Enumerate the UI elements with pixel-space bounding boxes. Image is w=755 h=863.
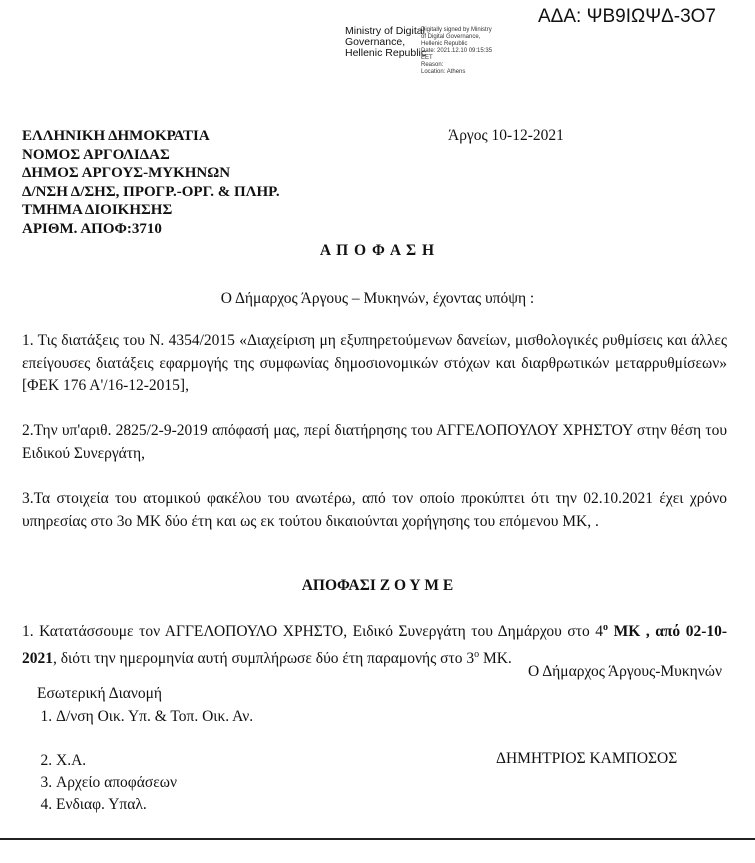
sig-detail: Date: 2021.12.10 09:15:35 <box>421 48 493 54</box>
decision-bold: ΜΚ , από 02-10-2021 <box>22 623 728 667</box>
document-title: Α Π Ο Φ Α Σ Η <box>319 242 436 259</box>
sig-detail: Location: Athens <box>421 69 466 75</box>
list-item: 3. Αρχείο αποφάσεων <box>56 772 253 794</box>
distribution-title: Εσωτερική Διανομή <box>37 685 163 702</box>
sig-line: Governance, <box>345 36 406 48</box>
list-item: 4. Ενδιαφ. Υπαλ. <box>56 794 253 816</box>
decide-title: ΑΠΟΦΑΣΙ Ζ Ο Υ Μ Ε <box>301 577 454 594</box>
header-line: ΔΗΜΟΣ ΑΡΓΟΥΣ-ΜΥΚΗΝΩΝ <box>22 165 231 181</box>
intro: Ο Δήμαρχος Άργους – Μυκηνών, έχοντας υπόψη : <box>220 290 535 307</box>
sig-detail: Hellenic Republic <box>421 41 468 47</box>
ada-code: ΑΔΑ: ΨΒ9ΙΩΨΔ-3Ο7 <box>538 6 716 27</box>
consideration-3: 3.Τα στοιχεία του ατομικού φακέλου του ανωτέρω, από τον οποίο προκύπτει ότι την 02.10.2021 έχει χρόνο υπηρεσίας στο 3ο ΜΚ δύο έτη και ως εκ τούτου δικαιούνται χορήγησης του επόμενου ΜΚ, . <box>22 490 727 530</box>
mayor-title: Ο Δήμαρχος Άργους-Μυκηνών <box>528 663 722 680</box>
sig-detail: Digitally signed by Ministry <box>421 27 492 33</box>
list-item: 1. Δ/νση Οικ. Υπ. & Τοπ. Οικ. Αν. <box>56 706 253 728</box>
signature-details <box>421 27 492 76</box>
header-line: Δ/ΝΣΗ Δ/ΣΗΣ, ΠΡΟΓΡ.-ΟΡΓ. & ΠΛΗΡ. <box>22 183 280 200</box>
document-date: Άργος 10-12-2021 <box>448 127 564 144</box>
decision-text: ΜΚ. <box>479 649 512 667</box>
list-item: 2. Χ.Α. <box>56 750 253 772</box>
decision-text: 1. Κατατάσσουμε τον ΑΓΓΕΛΟΠΟΥΛΟ ΧΡΗΣΤΟ, Ειδικό Συνεργάτη του Δημάρχου στο 4 <box>22 623 604 641</box>
bottom-rule <box>0 838 755 840</box>
issuer-header <box>22 127 280 238</box>
sig-detail: of Digital Governance, <box>421 34 481 40</box>
sig-detail: EET <box>421 55 433 61</box>
sig-line: Ministry of Digital <box>345 25 425 37</box>
distribution-list <box>18 706 253 816</box>
mayor-name: ΔΗΜΗΤΡΙΟΣ ΚΑΜΠΟΣΟΣ <box>496 750 678 767</box>
header-line: ΝΟΜΟΣ ΑΡΓΟΛΙΔΑΣ <box>22 146 170 163</box>
decision-number: ΑΡΙΘΜ. ΑΠΟΦ:3710 <box>22 220 162 237</box>
superscript: ο <box>474 648 480 660</box>
decision-text: , διότι την ημερομηνία αυτή συμπλήρωσε δύο έτη παραμονής στο 3 <box>53 649 475 667</box>
signature-ministry <box>345 26 426 59</box>
header-line: ΤΜΗΜΑ ΔΙΟΙΚΗΣΗΣ <box>22 202 173 218</box>
consideration-1: 1. Τις διατάξεις του Ν. 4354/2015 «Διαχείριση μη εξυπηρετούμενων δανείων, μισθολογικές ρυθμίσεις και άλλες επείγουσες διατάξεις εφαρμογής της συμφωνίας δημοσιονομικών στόχων και διαρθρωτικών μεταρρυθμίσεων» [ΦΕΚ 176 Α'/16-12-2015], <box>22 332 727 394</box>
header-line: ΕΛΛΗΝΙΚΗ ΔΗΜΟΚΡΑΤΙΑ <box>22 128 210 144</box>
consideration-2: 2.Την υπ'αριθ. 2825/2-9-2019 απόφασή μας, περί διατήρησης του ΑΓΓΕΛΟΠΟΥΛΟΥ ΧΡΗΣΤΟΥ στην θέση του Ειδικού Συνεργάτη, <box>22 422 727 462</box>
sig-line: Hellenic Republic <box>345 47 427 59</box>
sig-detail: Reason: <box>421 62 444 68</box>
superscript: ο <box>603 622 609 633</box>
